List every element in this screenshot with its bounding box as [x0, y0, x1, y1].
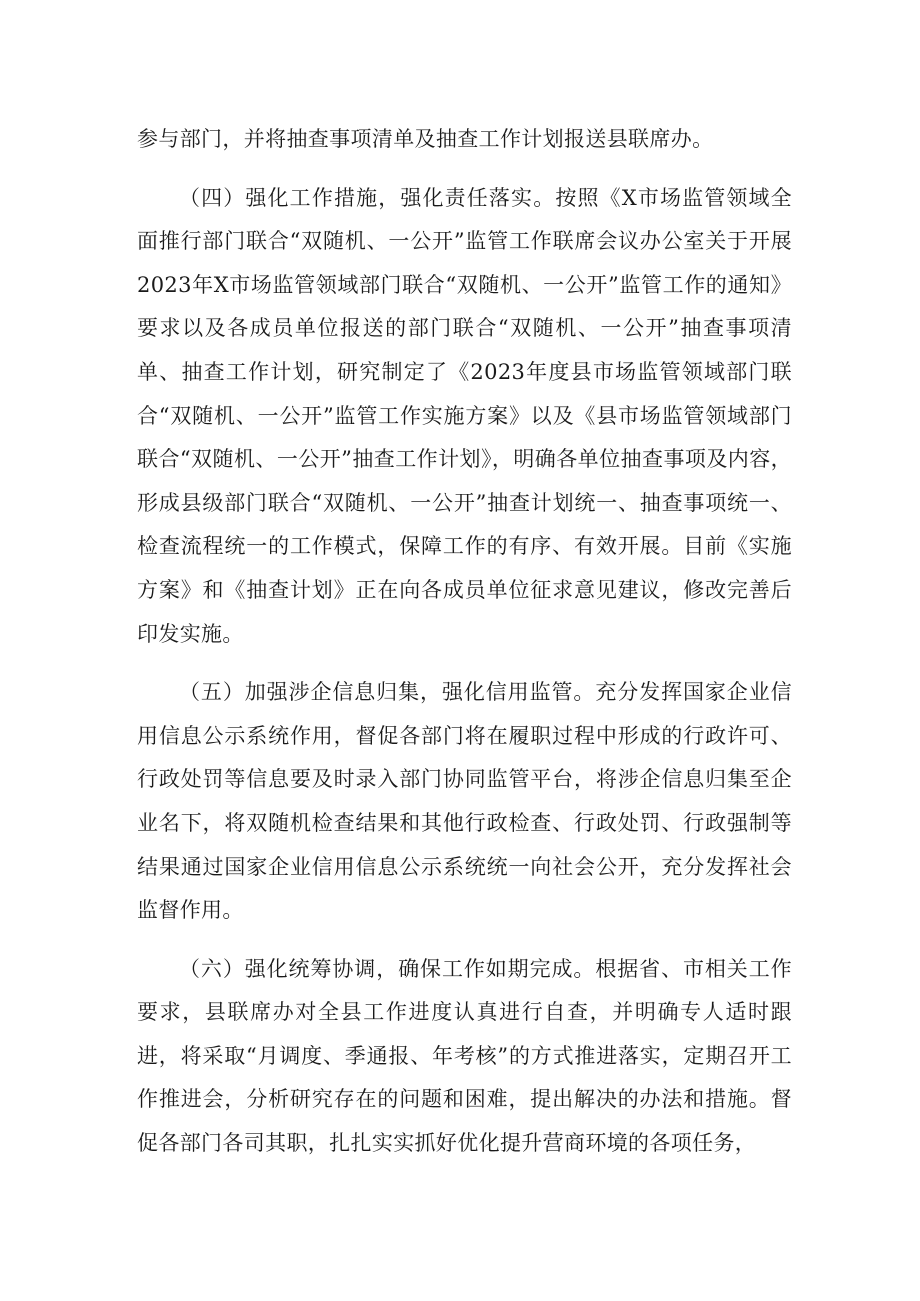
- paragraph-continuation: 参与部门，并将抽查事项清单及抽查工作计划报送县联席办。: [137, 127, 714, 151]
- paragraph-gap: [137, 933, 792, 948]
- document-body: [137, 118, 792, 1166]
- paragraph-gap: [137, 656, 792, 671]
- paragraph-section-four: （四）强化工作措施，强化责任落实。按照《X市场监管领域全面推行部门联合“双随机、一公开”监管工作联席会议办公室关于开展2023年X市场监管领域部门联合“双随机、一公开”监管工作的通知》要求以及各成员单位报送的部门联合“双随机、一公开”抽查事项清单、抽查工作计划，研究制定了《2023年度县市场监管领域部门联合“双随机、一公开”监管工作实施方案》以及《县市场监管领域部门联合“双随机、一公开”抽查工作计划》，明确各单位抽查事项及内容，形成县级部门联合“双随机、一公开”抽查计划统一、抽查事项统一、检查流程统一的工作模式，保障工作的有序、有效开展。目前《实施方案》和《抽查计划》正在向各成员单位征求意见建议，修改完善后印发实施。: [137, 185, 792, 646]
- paragraph-section-five: （五）加强涉企信息归集，强化信用监管。充分发挥国家企业信用信息公示系统作用，督促各部门将在履职过程中形成的行政许可、行政处罚等信息要及时录入部门协同监管平台，将涉企信息归集至企业名下，将双随机检查结果和其他行政检查、行政处罚、行政强制等结果通过国家企业信用信息公示系统统一向社会公开，充分发挥社会监督作用。: [137, 680, 792, 923]
- paragraph-section-six: （六）强化统筹协调，确保工作如期完成。根据省、市相关工作要求，县联席办对全县工作进度认真进行自查，并明确专人适时跟进，将采取“月调度、季通报、年考核”的方式推进落实，定期召开工作推进会，分析研究存在的问题和困难，提出解决的办法和措施。督促各部门各司其职，扎扎实实抓好优化提升营商环境的各项任务，: [137, 956, 792, 1156]
- paragraph-gap: [137, 162, 792, 177]
